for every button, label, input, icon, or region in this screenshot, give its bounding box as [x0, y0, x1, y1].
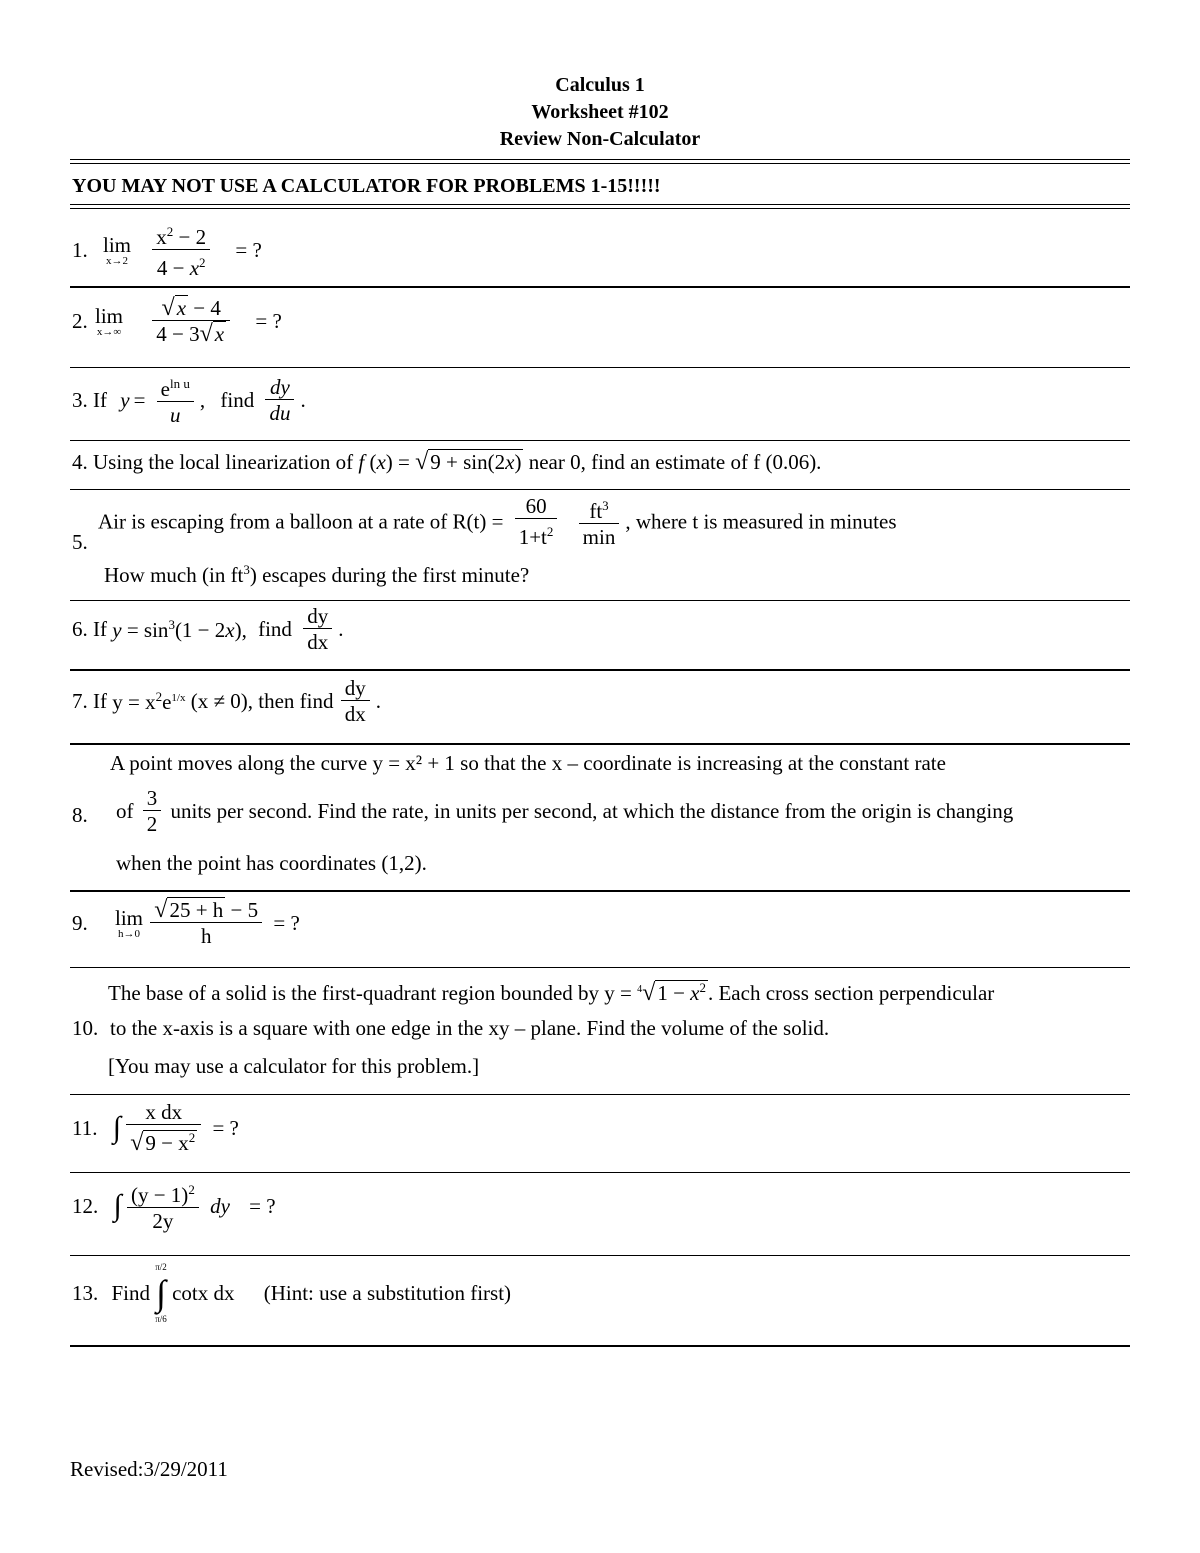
derivative: $\frac{dy}{dx}$ [341, 676, 370, 727]
problem-4: 4. Using the local linearization of f (x) = √9 + sin(2x) near 0, find an estimate of f (0.06). [72, 449, 822, 475]
equals-question: = ? [212, 1115, 239, 1140]
problem-number: 5. [72, 530, 88, 554]
problem-number: 2. [72, 309, 88, 333]
worksheet-subtitle: Review Non-Calculator [499, 128, 701, 150]
fraction: $\frac{√x - 4}{4 - 3√x}$ [152, 296, 230, 347]
fraction: $\frac{√25 + h - 5}{h}$ [150, 898, 262, 949]
divider [70, 669, 1130, 671]
fraction: $\frac{x^2 - 2}{4 - x^2}$ [152, 220, 210, 281]
limit-operator: lim h→0 [115, 905, 144, 940]
limit-operator: lim x→2 [103, 232, 132, 267]
divider [70, 1345, 1130, 1347]
problem-number: 7. [72, 689, 88, 713]
problem-7: 7. If $y = x^2e^{1/x}$ (x ≠ 0), then find $\frac{dy}{dx}$ . [72, 676, 381, 726]
problem-5: 5. Air is escaping from a balloon at a rate of R(t) = $\frac{60}{1+t^2}$ $\frac{ft^3}{\min}$ , where t is measured in minutes How much (in $ft^3$) escapes during the first minute? [72, 494, 897, 587]
worksheet-number: Worksheet #102 [531, 101, 669, 123]
course-title: Calculus 1 [555, 74, 645, 96]
problem-6: 6. If $y = \sin^3(1 - 2x)$, find $\frac{dy}{dx}$ . [72, 604, 344, 654]
hint: (Hint: use a substitution first) [263, 1280, 512, 1305]
problem-number: 13. [72, 1280, 99, 1305]
problem-number: 11. [72, 1115, 98, 1140]
integral-sign: ∫ [113, 1189, 122, 1222]
problem-number: 9. [72, 911, 88, 935]
problem-11 [72, 1100, 239, 1156]
equals-question: = ? [235, 238, 262, 262]
problem-8: A point moves along the curve y = x² + 1 so that the x – coordinate is increasing at the constant rate 8. of $\frac{3}{2}$ units per second. Find the rate, in units per second, at which the distance from the origin is changing when the point has coordinates (1,2). [72, 751, 1014, 875]
revision-date: Revised:3/29/2011 [70, 1457, 228, 1481]
divider [70, 1255, 1130, 1256]
problem-13: 13. Find π/2 ∫ π/6 cotx dx (Hint: use a substitution first) [72, 1262, 512, 1324]
equals-question: = ? [249, 1193, 276, 1218]
derivative: $\frac{dy}{du}$ [265, 375, 294, 426]
rate-fraction: $\frac{3}{2}$ [143, 786, 162, 837]
fraction: $\frac{\text{x dx}}{√9 - x^2}$ [126, 1100, 201, 1156]
divider [70, 1094, 1130, 1095]
divider [70, 440, 1130, 441]
integral-sign: ∫ [112, 1111, 121, 1144]
problem-number: 12. [72, 1193, 99, 1218]
problem-2 [72, 296, 282, 347]
divider [70, 743, 1130, 745]
fraction: $\frac{(y - 1)^2}{2y}$ [127, 1178, 199, 1234]
divider [70, 967, 1130, 968]
problem-number: 3. [72, 387, 88, 412]
problem-12: 12. ∫ $\frac{(y - 1)^2}{2y}$ dy = ? [72, 1178, 276, 1234]
divider [70, 600, 1130, 601]
equals-question: = ? [255, 309, 282, 333]
calculator-warning: YOU MAY NOT USE A CALCULATOR FOR PROBLEMS 1-15!!!!! [72, 175, 661, 197]
limit-operator: lim x→∞ [95, 303, 124, 338]
unit-fraction: $\frac{ft^3}{\min}$ [579, 494, 620, 550]
header-divider-bottom [70, 204, 1130, 209]
divider [70, 286, 1130, 288]
equals-question: = ? [273, 911, 300, 935]
problem-9 [72, 898, 300, 949]
problem-10: The base of a solid is the first-quadrant region bounded by $y = ^4√1 - x^2$. Each cross section perpendicular 10. to the x-axis is a square with one edge in the xy – plane. Find the volume of the solid. [You may use a calculator for this problem.] [72, 980, 995, 1078]
problem-3: 3. If y = $\frac{e^{ln u}}{u}$ , find $\frac{dy}{du}$ . [72, 372, 306, 428]
problem-number: 8. [72, 803, 88, 827]
divider [70, 367, 1130, 368]
derivative: $\frac{dy}{dx}$ [303, 604, 332, 655]
fraction: $\frac{e^{ln u}}{u}$ [157, 372, 194, 428]
problem-number: 4. [72, 450, 88, 474]
divider [70, 1172, 1130, 1173]
problem-number: 10. [72, 1016, 99, 1040]
divider [70, 890, 1130, 892]
definite-integral: π/2 ∫ π/6 [155, 1262, 167, 1324]
problem-number: 1. [72, 238, 88, 262]
problem-1 [72, 220, 262, 281]
header-divider-top [70, 159, 1130, 164]
problem-number: 6. [72, 617, 88, 641]
worksheet-header [0, 72, 1200, 153]
rate-fraction: $\frac{60}{1+t^2}$ [515, 494, 558, 550]
divider [70, 489, 1130, 490]
